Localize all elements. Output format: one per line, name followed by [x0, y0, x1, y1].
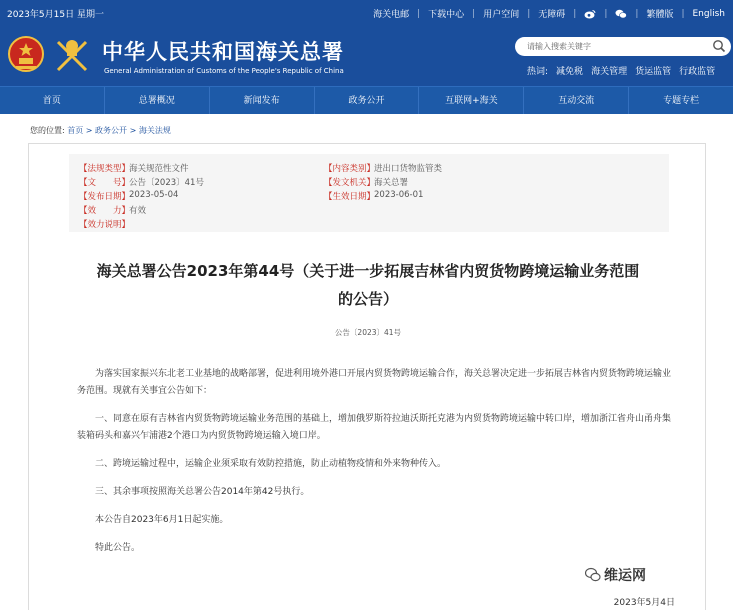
document-metadata — [69, 154, 669, 232]
meta-key: 【效力说明】 — [79, 220, 131, 230]
site-header — [0, 26, 733, 86]
body-paragraph: 三、其余事项按照海关总署公告2014年第42号执行。 — [95, 487, 310, 497]
link-traditional-chinese[interactable]: 繁體版 — [646, 10, 674, 20]
wechat-logo-icon — [585, 567, 601, 583]
current-date: 2023年5月15日 星期一 — [7, 10, 104, 20]
nav-item-interaction[interactable]: 互动交流 — [524, 87, 629, 114]
meta-key: 【发文机关】 — [324, 178, 376, 188]
meta-key: 【发布日期】 — [79, 192, 131, 202]
divider: | — [573, 8, 577, 19]
nav-item-internet-customs[interactable]: 互联网+海关 — [419, 87, 524, 114]
document-number: 公告〔2023〕41号 — [334, 328, 402, 337]
link-download-center[interactable]: 下载中心 — [428, 10, 465, 20]
site-title[interactable]: 中华人民共和国海关总署 — [102, 39, 344, 64]
divider: | — [681, 8, 685, 19]
hot-word-link[interactable]: 海关管理 — [591, 67, 628, 77]
nav-item-news[interactable]: 新闻发布 — [210, 87, 315, 114]
link-user-space[interactable]: 用户空间 — [483, 10, 520, 20]
customs-logo-icon — [52, 36, 92, 74]
content-card — [28, 143, 706, 610]
nav-item-government-affairs[interactable]: 政务公开 — [315, 87, 420, 114]
meta-key: 【法规类型】 — [79, 164, 131, 174]
search-input[interactable]: 请输入搜索关键字 — [527, 42, 591, 51]
search-box[interactable] — [515, 37, 731, 56]
document-title-line: 海关总署公告2023年第44号（关于进一步拓展吉林省内贸货物跨境运输业务范围 — [96, 262, 640, 280]
link-english[interactable]: English — [692, 8, 725, 19]
breadcrumb-separator: > — [129, 126, 137, 135]
nav-item-special-topics[interactable]: 专题专栏 — [663, 96, 700, 106]
breadcrumb-item[interactable]: 海关法规 — [138, 126, 171, 135]
divider: | — [635, 8, 639, 19]
body-paragraph: 为落实国家振兴东北老工业基地的战略部署，促进利用境外港口开展内贸货物跨境运输合作，海关总署决定进一步拓展吉林省内贸货物跨境运输业务范围。现就有关事宜公告如下： — [77, 369, 672, 396]
meta-value: 公告〔2023〕41号 — [129, 178, 204, 188]
nav-item-overview[interactable]: 总署概况 — [105, 87, 210, 114]
divider: | — [417, 8, 421, 19]
hot-word-link[interactable]: 货运监管 — [635, 67, 672, 77]
national-emblem-icon — [8, 34, 44, 74]
link-email[interactable]: 海关电邮 — [373, 10, 410, 20]
meta-key: 【文 号】 — [79, 178, 131, 188]
body-paragraph: 特此公告。 — [95, 543, 141, 553]
nav-item-home[interactable]: 首页 — [0, 87, 105, 114]
meta-value: 进出口货物监管类 — [374, 164, 443, 174]
meta-key: 【生效日期】 — [324, 192, 376, 202]
document-body — [77, 366, 677, 568]
body-paragraph: 一、同意在原有吉林省内贸货物跨境运输业务范围的基础上，增加俄罗斯符拉迪沃斯托克港为内贸货物跨境运输中转口岸，增加浙江省舟山甬舟集装箱码头和嘉兴乍浦港2个港口为内贸货物跨境运输入境口岸。 — [77, 414, 672, 441]
breadcrumb-separator: > — [85, 126, 93, 135]
breadcrumb-item[interactable]: 首页 — [67, 126, 84, 135]
meta-value: 海关总署 — [374, 178, 409, 188]
sign-date: 2023年5月4日 — [613, 598, 675, 608]
document-metadata-right — [314, 164, 634, 242]
hot-word-link[interactable]: 行政监管 — [679, 67, 716, 77]
breadcrumb-item[interactable]: 政务公开 — [95, 126, 128, 135]
top-links — [365, 7, 725, 20]
source-watermark — [585, 565, 646, 585]
meta-value: 海关规范性文件 — [129, 164, 189, 174]
top-bar — [0, 0, 733, 26]
wechat-icon[interactable] — [615, 9, 627, 19]
main-nav — [0, 86, 733, 114]
hot-words-label: 热词: — [527, 67, 549, 77]
breadcrumb-label: 您的位置: — [30, 126, 65, 135]
divider: | — [472, 8, 476, 19]
weibo-icon[interactable] — [584, 9, 596, 19]
hot-words — [527, 64, 723, 77]
breadcrumb — [30, 125, 171, 136]
divider: | — [604, 8, 608, 19]
divider: | — [527, 8, 531, 19]
body-paragraph: 二、跨境运输过程中，运输企业须采取有效防控措施，防止动植物疫情和外来物种传入。 — [95, 459, 447, 469]
document-title — [59, 257, 677, 313]
hot-word-link[interactable]: 减免税 — [556, 67, 584, 77]
meta-value: 有效 — [129, 206, 147, 216]
search-icon[interactable] — [712, 39, 726, 53]
link-accessibility[interactable]: 无障碍 — [538, 10, 566, 20]
watermark-text: 维运网 — [604, 568, 646, 584]
body-paragraph: 本公告自2023年6月1日起实施。 — [95, 515, 229, 525]
site-title-english: General Administration of Customs of the People's Republic of China — [104, 67, 344, 75]
meta-value: 2023-06-01 — [374, 190, 424, 200]
meta-key: 【内容类别】 — [324, 164, 376, 174]
meta-key: 【效 力】 — [79, 206, 131, 216]
meta-value: 2023-05-04 — [129, 190, 179, 200]
document-title-line: 的公告） — [337, 290, 398, 308]
